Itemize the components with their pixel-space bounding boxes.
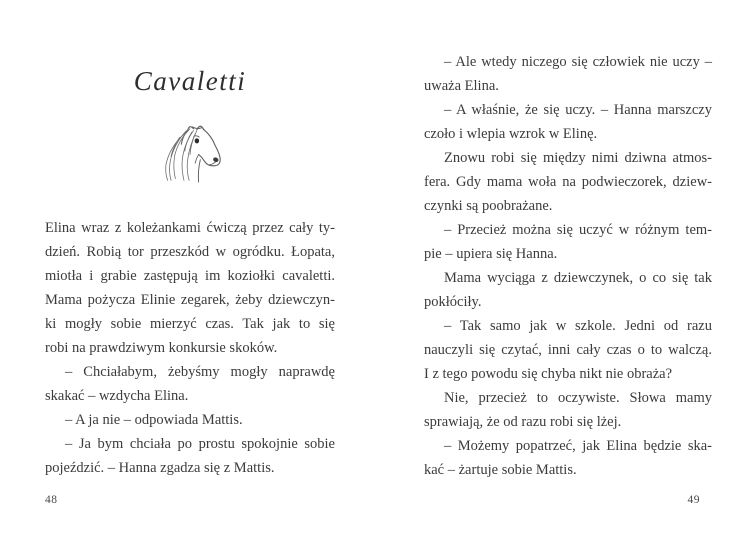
- text-line: pojeździć. – Hanna zgadza się z Mattis.: [45, 460, 275, 476]
- text-line: – Tak samo jak w szkole. Jedni od razu: [444, 318, 712, 334]
- text-line: Mama pożycza Elinie zegarek, żeby dziewczyn-: [45, 292, 335, 308]
- text-line: – Ale wtedy niczego się człowiek nie uczy –: [444, 54, 712, 70]
- text-line: – Chciałabym, żebyśmy mogły naprawdę: [65, 364, 335, 380]
- text-line: Znowu robi się między nimi dziwna atmos-: [444, 150, 712, 166]
- text-line: nauczyli się czytać, inni cały czas o to walczą.: [424, 342, 712, 358]
- text-line: pokłóciły.: [424, 294, 482, 310]
- right-page: [424, 0, 712, 536]
- left-page-number: 48: [45, 494, 58, 506]
- text-line: – A ja nie – odpowiada Mattis.: [65, 412, 243, 428]
- text-line: – Ja bym chciała po prostu spokojnie sobie: [65, 436, 335, 452]
- text-line: Mama wyciąga z dziewczynek, o co się tak: [444, 270, 712, 286]
- left-page: [45, 0, 335, 536]
- text-line: miotła i grabie zastępują im koziołki cavaletti.: [45, 268, 335, 284]
- text-line: ki mogły sobie mierzyć czas. Tak jak to się: [45, 316, 335, 332]
- text-line: pie – upiera się Hanna.: [424, 246, 558, 262]
- text-line: kać – żartuje sobie Mattis.: [424, 462, 577, 478]
- text-line: – A właśnie, że się uczy. – Hanna marszczy: [444, 102, 712, 118]
- text-line: Elina wraz z koleżankami ćwiczą przez cały ty-: [45, 220, 335, 236]
- text-line: – Przecież można się uczyć w różnym tem-: [444, 222, 712, 238]
- text-line: sprawiają, że od razu robi się lżej.: [424, 414, 622, 430]
- text-line: czoło i wlepia wzrok w Elinę.: [424, 126, 598, 142]
- text-line: Nie, przecież to oczywiste. Słowa mamy: [444, 390, 712, 406]
- pony-head-illustration: [45, 120, 335, 201]
- text-line: – Możemy popatrzeć, jak Elina będzie ska-: [444, 438, 712, 454]
- chapter-title: Cavaletti: [133, 66, 247, 96]
- text-line: I z tego powodu się chyba nikt nie obraża?: [424, 366, 673, 382]
- text-line: czynki są poobrażane.: [424, 198, 553, 214]
- text-line: robi na prawdziwym konkursie skoków.: [45, 340, 278, 356]
- text-line: skakać – wzdycha Elina.: [45, 388, 189, 404]
- text-line: fera. Gdy mama woła na podwieczorek, dziew-: [424, 174, 712, 190]
- right-page-number: 49: [687, 494, 700, 506]
- pony-head-icon: [147, 120, 233, 196]
- left-page-text: [45, 216, 335, 480]
- text-line: dzień. Robią tor przeszkód w ogródku. Łopata,: [45, 244, 335, 260]
- right-page-text: [424, 50, 712, 482]
- text-line: uważa Elina.: [424, 78, 499, 94]
